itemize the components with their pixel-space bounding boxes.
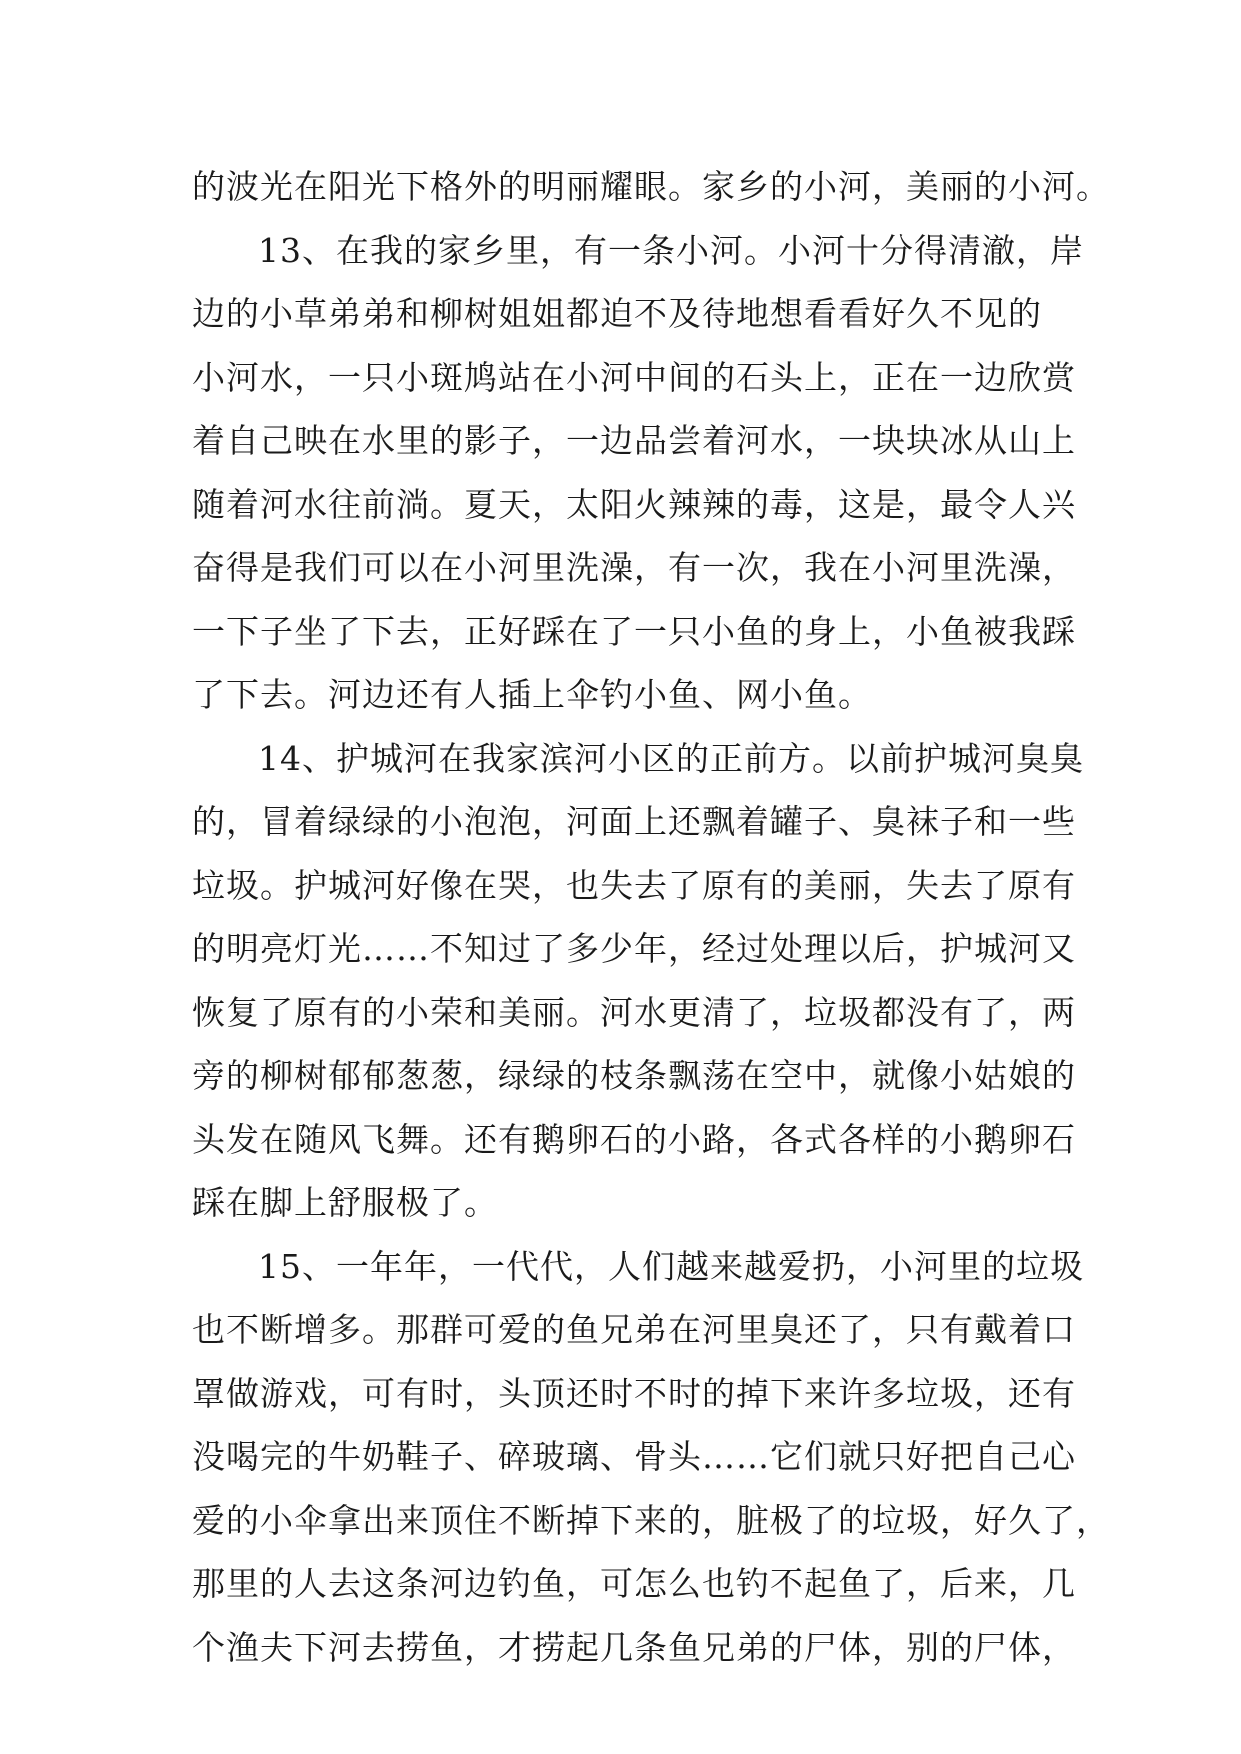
text-line: 头发在随风飞舞。还有鹅卵石的小路，各式各样的小鹅卵石 xyxy=(192,1119,1076,1159)
body-text xyxy=(192,155,1110,1679)
text-line: 随着河水往前淌。夏天，太阳火辣辣的毒，这是，最令人兴 xyxy=(192,484,1076,524)
text-line: 边的小草弟弟和柳树姐姐都迫不及待地想看看好久不见的 xyxy=(192,294,1042,333)
text-line: 没喝完的牛奶鞋子、碎玻璃、骨头……它们就只好把自己心 xyxy=(192,1437,1076,1476)
text-line: 小河水，一只小斑鸠站在小河中间的石头上，正在一边欣赏 xyxy=(192,357,1076,397)
text-line: 恢复了原有的小荣和美丽。河水更清了，垃圾都没有了，两 xyxy=(192,992,1076,1032)
text-line: 旁的柳树郁郁葱葱，绿绿的枝条飘荡在空中，就像小姑娘的 xyxy=(192,1056,1076,1095)
text-line: 的，冒着绿绿的小泡泡，河面上还飘着罐子、臭袜子和一些 xyxy=(192,802,1076,841)
text-line: 踩在脚上舒服极了。 xyxy=(192,1183,498,1222)
paragraph-13-first-line: 13、在我的家乡里，有一条小河。小河十分得清澈，岸 xyxy=(258,230,1084,270)
text-line: 奋得是我们可以在小河里洗澡，有一次，我在小河里洗澡， xyxy=(192,548,1076,587)
text-line: 也不断增多。那群可爱的鱼兄弟在河里臭还了，只有戴着口 xyxy=(192,1310,1076,1349)
text-line: 一下子坐了下去，正好踩在了一只小鱼的身上，小鱼被我踩 xyxy=(192,611,1076,651)
paragraph-14-first-line: 14、护城河在我家滨河小区的正前方。以前护城河臭臭 xyxy=(258,738,1084,778)
text-line: 着自己映在水里的影子，一边品尝着河水，一块块冰从山上 xyxy=(192,421,1076,460)
text-line: 个渔夫下河去捞鱼，才捞起几条鱼兄弟的尸体，别的尸体， xyxy=(192,1627,1076,1667)
text-line: 的波光在阳光下格外的明丽耀眼。家乡的小河，美丽的小河。 xyxy=(192,167,1110,206)
text-line: 垃圾。护城河好像在哭，也失去了原有的美丽，失去了原有 xyxy=(192,865,1076,905)
text-line: 的明亮灯光……不知过了多少年，经过处理以后，护城河又 xyxy=(192,929,1076,968)
text-line: 罩做游戏，可有时，头顶还时不时的掉下来许多垃圾，还有 xyxy=(192,1373,1076,1413)
paragraph-15-first-line: 15、一年年，一代代，人们越来越爱扔，小河里的垃圾 xyxy=(258,1246,1084,1286)
text-line: 那里的人去这条河边钓鱼，可怎么也钓不起鱼了，后来，几 xyxy=(192,1564,1076,1603)
text-line: 爱的小伞拿出来顶住不断掉下来的，脏极了的垃圾，好久了， xyxy=(192,1500,1110,1540)
text-line: 了下去。河边还有人插上伞钓小鱼、网小鱼。 xyxy=(192,675,872,714)
